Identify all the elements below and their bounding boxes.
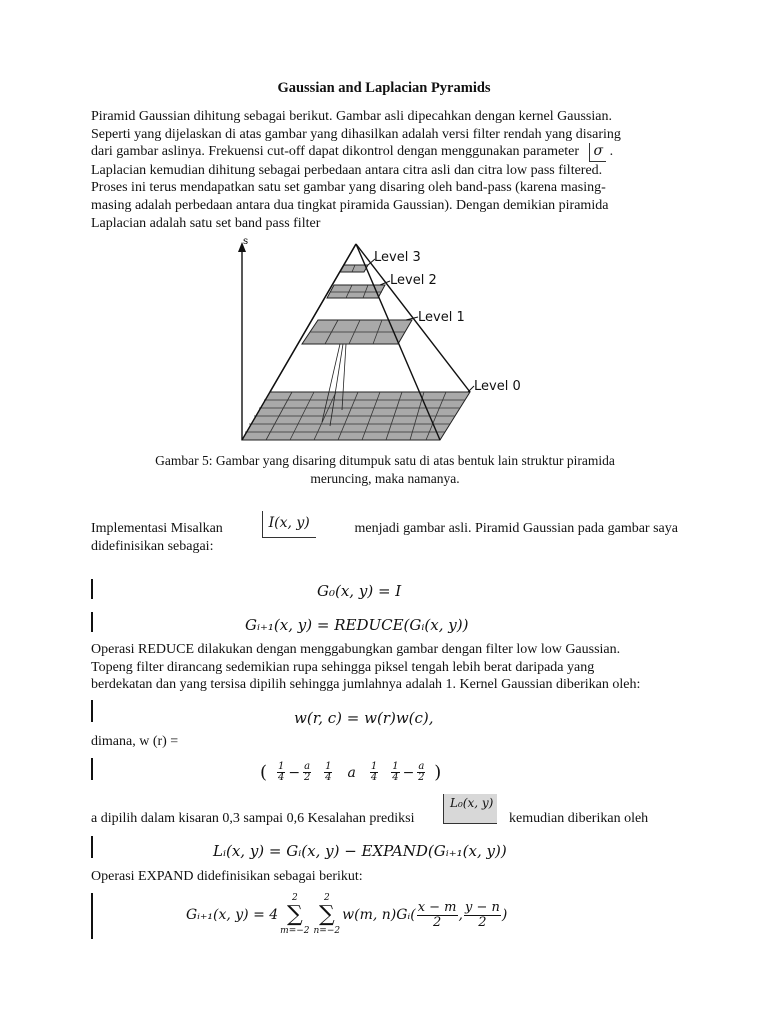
- axis-label: s: [243, 236, 249, 247]
- intro-line: Laplacian kemudian dihitung sebagai perbedaan antara citra asli dan citra low pass filtered.: [91, 162, 603, 178]
- caption-line: meruncing, maka namanya.: [310, 471, 460, 486]
- level3-grid: [340, 265, 368, 272]
- level1-grid: [302, 320, 412, 344]
- intro-line: Laplacian adalah satu set band pass filter: [91, 215, 321, 231]
- equation-laplacian: Lᵢ(x, y) = Gᵢ(x, y) − EXPAND(Gᵢ₊₁(x, y)): [213, 842, 507, 860]
- math-margin-bar: [91, 700, 93, 722]
- reduce-line: berdekatan dan yang tersisa dipilih sehingga jumlahnya adalah 1. Kernel Gaussian diberikan oleh:: [91, 677, 641, 693]
- reduce-line: Topeng filter dirancang sedemikian rupa sehingga piksel tengah lebih berat daripada yang: [91, 659, 595, 675]
- impl-line: didefinisikan sebagai:: [91, 538, 214, 554]
- impl-paragraph: [91, 515, 678, 555]
- kernel-vector: [260, 762, 441, 783]
- kernel-minus: −: [288, 764, 301, 781]
- intro-paragraph: [91, 108, 678, 232]
- impl-prefix: Implementasi Misalkan: [91, 521, 223, 536]
- sigma-symbol: σ: [589, 143, 607, 162]
- intro-line: Seperti yang dijelaskan di atas gambar yang dihasilkan adalah versi filter rendah yang disaring: [91, 126, 621, 142]
- level3-label: Level 3: [374, 250, 421, 265]
- kernel-open-paren: (: [260, 762, 268, 783]
- impl-suffix: menjadi gambar asli. Piramid Gaussian pada gambar saya: [354, 521, 678, 536]
- level0-label: Level 0: [474, 379, 521, 394]
- kernel-fraction: $\frac{1}{4}$: [392, 761, 399, 783]
- expand-intro: Operasi EXPAND didefinisikan sebagai berikut:: [91, 869, 363, 884]
- equation-reduce: Gᵢ₊₁(x, y) = REDUCE(Gᵢ(x, y)): [245, 616, 469, 634]
- kernel-fraction: $\frac{1}{4}$: [370, 761, 378, 783]
- reduce-line: Operasi REDUCE dilakukan dengan menggabungkan gambar dengan filter low low Gaussian.: [91, 642, 621, 657]
- impl-line: [91, 515, 678, 538]
- kernel-fraction: $\frac{a}{2}$: [418, 761, 425, 783]
- math-margin-bar: [91, 612, 93, 632]
- expand-close: ): [501, 907, 508, 923]
- level0-grid: [242, 392, 470, 440]
- math-margin-bar: [91, 579, 93, 599]
- kernel-minus: −: [402, 764, 415, 781]
- error-prefix: a dipilih dalam kisaran 0,3 sampai 0,6 Kesalahan prediksi: [91, 811, 415, 826]
- sum-symbol: 2 ∑ m=−2: [280, 893, 310, 936]
- error-suffix: kemudian diberikan oleh: [509, 811, 649, 826]
- equation-expand: [186, 893, 507, 937]
- expand-fraction: $\frac{y - n}{2}$: [464, 899, 500, 930]
- math-margin-bar: [91, 836, 93, 858]
- kernel-fraction: $\frac{1}{4}$: [325, 761, 332, 783]
- intro-line: Proses ini terus mendapatkan satu set gambar yang disaring oleh band-pass (karena masing-: [91, 180, 606, 196]
- equation-g0: G₀(x, y) = I: [317, 582, 402, 600]
- kernel-fraction: $\frac{1}{4}$: [278, 761, 285, 783]
- kernel-close-paren: ): [434, 762, 442, 783]
- sum-symbol: 2 ∑ n=−2: [313, 893, 341, 936]
- level2-label: Level 2: [390, 273, 437, 288]
- math-margin-bar: [91, 893, 93, 939]
- expand-lhs: Gᵢ₊₁(x, y) = 4: [186, 907, 279, 923]
- image-symbol: I(x, y): [262, 511, 316, 538]
- expand-comma: ,: [458, 907, 463, 923]
- expand-fraction: $\frac{x - m}{2}$: [417, 899, 457, 930]
- intro-line: dari gambar aslinya. Frekuensi cut-off dapat dikontrol dengan menggunakan parameter σ .: [91, 143, 678, 162]
- caption-line: Gambar 5: Gambar yang disaring ditumpuk satu di atas bentuk lain struktur piramida: [155, 453, 615, 468]
- kernel-a: a: [347, 764, 356, 781]
- pyramid-figure: [230, 232, 540, 447]
- l0-symbol: L₀(x, y): [443, 794, 497, 824]
- reduce-paragraph: [91, 641, 678, 694]
- intro-line: masing adalah perbedaan antara dua tingkat piramida Gaussian). Dengan demikian piramida: [91, 197, 609, 213]
- intro-line: Piramid Gaussian dihitung sebagai berikut. Gambar asli dipecahkan dengan kernel Gaussian.: [91, 109, 612, 124]
- math-margin-bar: [91, 758, 93, 780]
- page-title: Gaussian and Laplacian Pyramids: [277, 80, 491, 96]
- figure-caption: [110, 452, 660, 488]
- error-paragraph: [91, 794, 678, 828]
- expand-body: w(m, n)Gᵢ(: [342, 907, 416, 923]
- intro-line-text: dari gambar aslinya. Frekuensi cut-off dapat dikontrol dengan menggunakan parameter: [91, 144, 580, 160]
- level1-label: Level 1: [418, 310, 465, 325]
- dimana-text: dimana, w (r) =: [91, 734, 179, 749]
- equation-w: w(r, c) = w(r)w(c),: [294, 709, 434, 727]
- kernel-fraction: $\frac{a}{2}$: [303, 761, 311, 783]
